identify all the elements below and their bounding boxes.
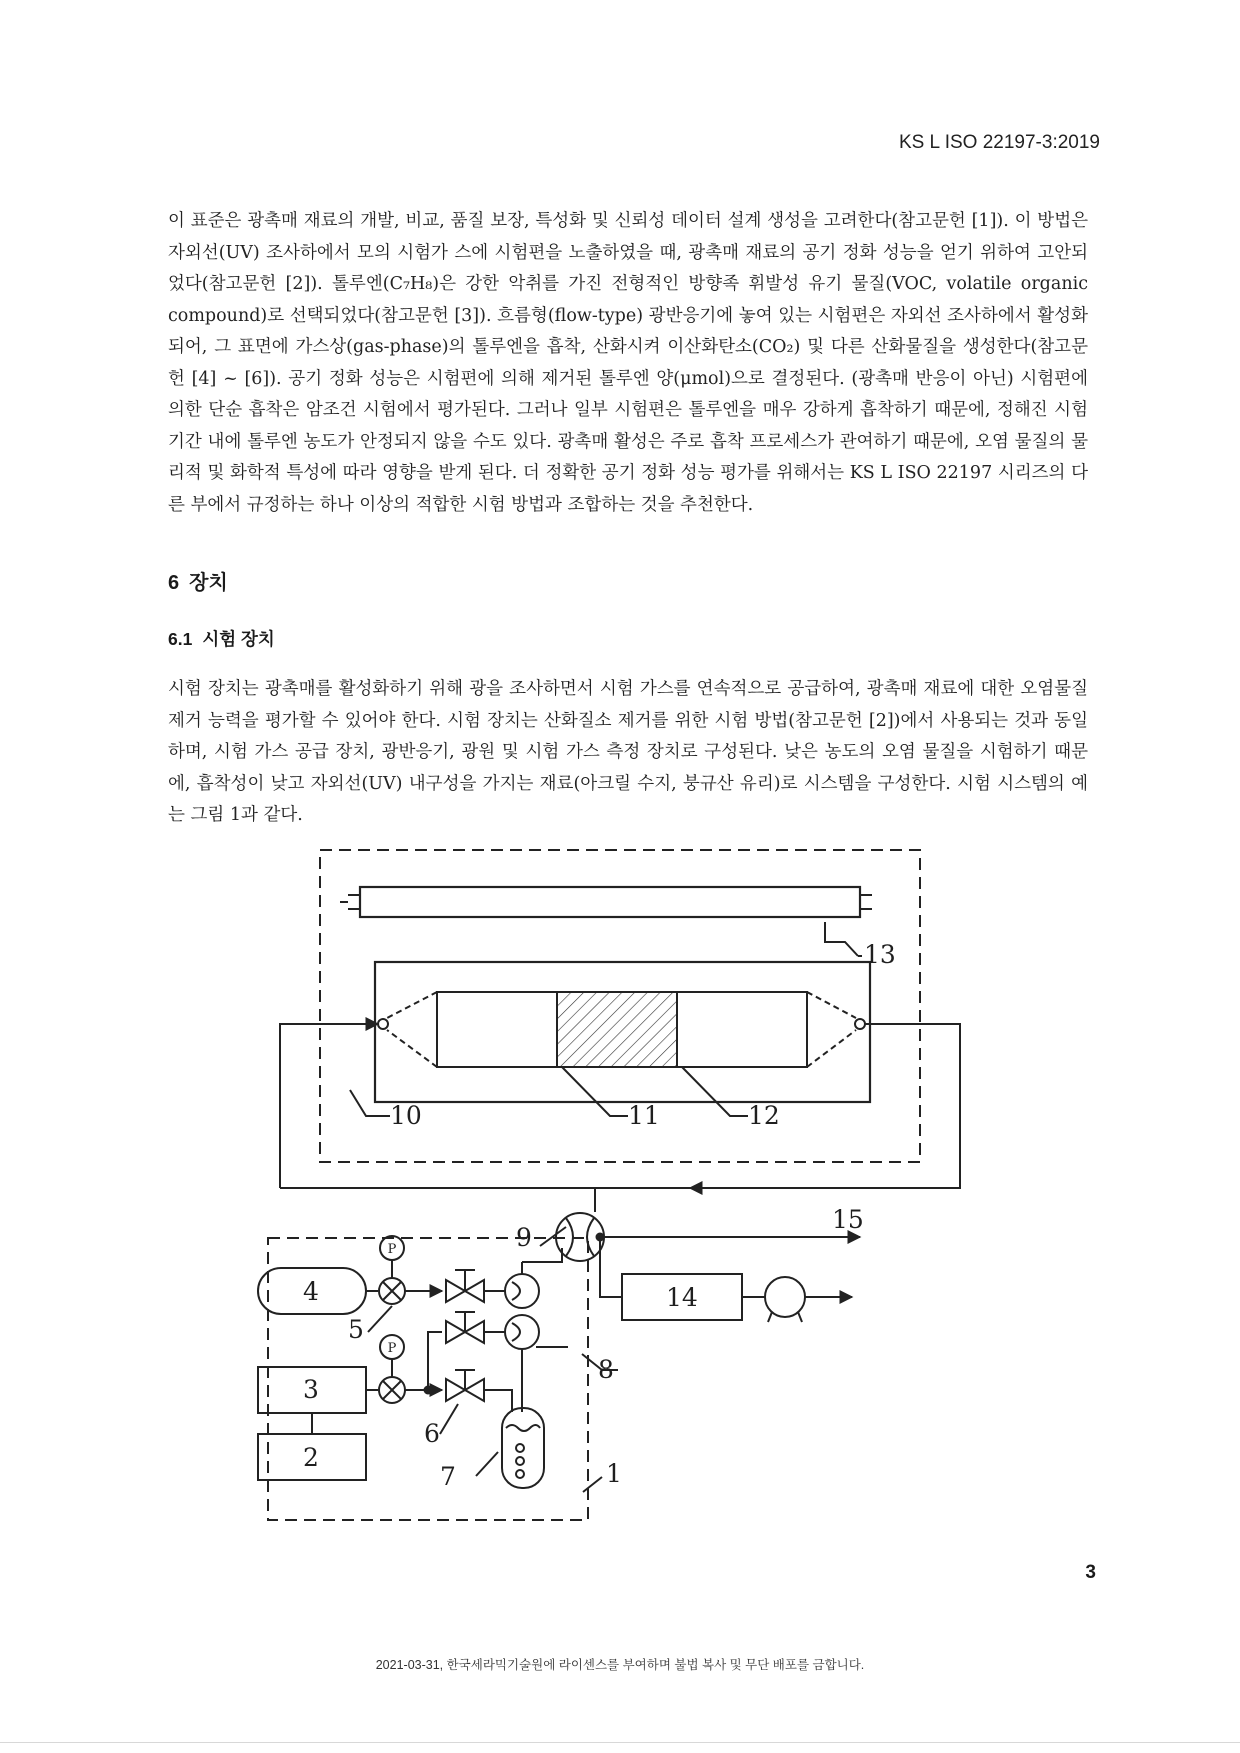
pump bbox=[765, 1277, 805, 1322]
callout-3: 3 bbox=[303, 1375, 319, 1404]
callout-11: 11 bbox=[628, 1101, 660, 1130]
intro-paragraph: 이 표준은 광촉매 재료의 개발, 비교, 품질 보장, 특성화 및 신뢰성 데이터 설계 생성을 고려한다(참고문헌 [1]). 이 방법은 자외선(UV) 조사하에서 모의 시험가 스에 시험편을 노출하였을 때, 광촉매 재료의 공기 정화 성능을 얻기 위하여 고안되었다(참고문헌 [2]). 톨루엔(C₇H₈)은 강한 악취를 가진 전형적인 방향족 휘발성 유기 물질(VOC, volatile organic compound)로 선택되었다(참고문헌 [3]). 흐름형(flow-type) 광반응기에 놓여 있는 시험편은 자외선 조사하에서 활성화되어, 그 표면에 가스상(gas-phase)의 톨루엔을 흡착, 산화시켜 이산화탄소(CO₂) 및 다른 산화물질을 생성한다(참고문헌 [4] ~ [6]). 공기 정화 성능은 시험편에 의해 제거된 톨루엔 양(μmol)으로 결정된다. (광촉매 반응이 아닌) 시험편에 의한 단순 흡착은 암조건 시험에서 평가된다. 그러나 일부 시험편은 톨루엔을 매우 강하게 흡착하기 때문에, 정해진 시험 기간 내에 톨루엔 농도가 안정되지 않을 수도 있다. 광촉매 활성은 주로 흡착 프로세스가 관여하기 때문에, 오염 물질의 물리적 및 화학적 특성에 따라 영향을 받게 된다. 더 정확한 공기 정화 성능 평가를 위해서는 KS L ISO 22197 시리즈의 다른 부에서 규정하는 하나 이상의 적합한 시험 방법과 조합하는 것을 추천한다. bbox=[168, 211, 1088, 515]
callout-2: 2 bbox=[303, 1443, 319, 1472]
humidifier bbox=[502, 1408, 544, 1488]
document-id: KS L ISO 22197-3:2019 bbox=[898, 132, 1100, 153]
uv-lamp bbox=[340, 887, 872, 917]
callout-13: 13 bbox=[864, 940, 896, 969]
needle-valve-mid bbox=[446, 1312, 484, 1343]
callout-5: 5 bbox=[348, 1315, 364, 1344]
callout-7: 7 bbox=[440, 1462, 456, 1491]
callout-1: 1 bbox=[606, 1459, 622, 1488]
apparatus-diagram bbox=[250, 842, 1000, 1542]
scan-edge-line bbox=[0, 1742, 1240, 1743]
subsection-heading bbox=[168, 626, 285, 651]
license-footer: 2021-03-31, 한국세라믹기술원에 라이센스를 부여하며 불법 복사 및 무단 배포를 금합니다. bbox=[375, 1658, 865, 1672]
inlet-line bbox=[280, 1024, 378, 1188]
subsection-number: 6.1 bbox=[168, 629, 193, 649]
reactor-cell bbox=[378, 992, 865, 1067]
needle-valve-top bbox=[446, 1270, 484, 1302]
callout-14: 14 bbox=[666, 1283, 698, 1312]
callout-4: 4 bbox=[303, 1277, 319, 1306]
section-title: 장치 bbox=[189, 572, 228, 594]
callout-8: 8 bbox=[598, 1355, 614, 1384]
subsection-title: 시험 장치 bbox=[202, 629, 275, 649]
needle-valve-bottom bbox=[446, 1370, 484, 1401]
apparatus-paragraph: 시험 장치는 광촉매를 활성화하기 위해 광을 조사하면서 시험 가스를 연속적으로 공급하여, 광촉매 재료에 대한 오염물질 제거 능력을 평가할 수 있어야 한다. 시험 장치는 산화질소 제거를 위한 시험 방법(참고문헌 [2])에서 사용되는 것과 동일하며, 시험 가스 공급 장치, 광반응기, 광원 및 시험 가스 측정 장치로 구성된다. 낮은 농도의 오염 물질을 시험하기 때문에, 흡착성이 낮고 자외선(UV) 내구성을 가지는 재료(아크릴 수지, 붕규산 유리)로 시스템을 구성한다. 시험 시스템의 예는 그림 1과 같다. bbox=[168, 679, 1088, 825]
callout-10: 10 bbox=[390, 1101, 422, 1130]
page-number: 3 bbox=[1085, 1562, 1096, 1583]
callout-15: 15 bbox=[832, 1205, 864, 1234]
section-number: 6 bbox=[168, 572, 180, 594]
callout-6: 6 bbox=[424, 1419, 440, 1448]
test-piece bbox=[557, 992, 677, 1067]
section-heading bbox=[168, 566, 238, 595]
callout-9: 9 bbox=[516, 1223, 532, 1252]
callout-12: 12 bbox=[748, 1101, 780, 1130]
pressure-gauge-label-top: P bbox=[387, 1242, 397, 1257]
pressure-gauge-label-bottom: P bbox=[387, 1341, 397, 1356]
